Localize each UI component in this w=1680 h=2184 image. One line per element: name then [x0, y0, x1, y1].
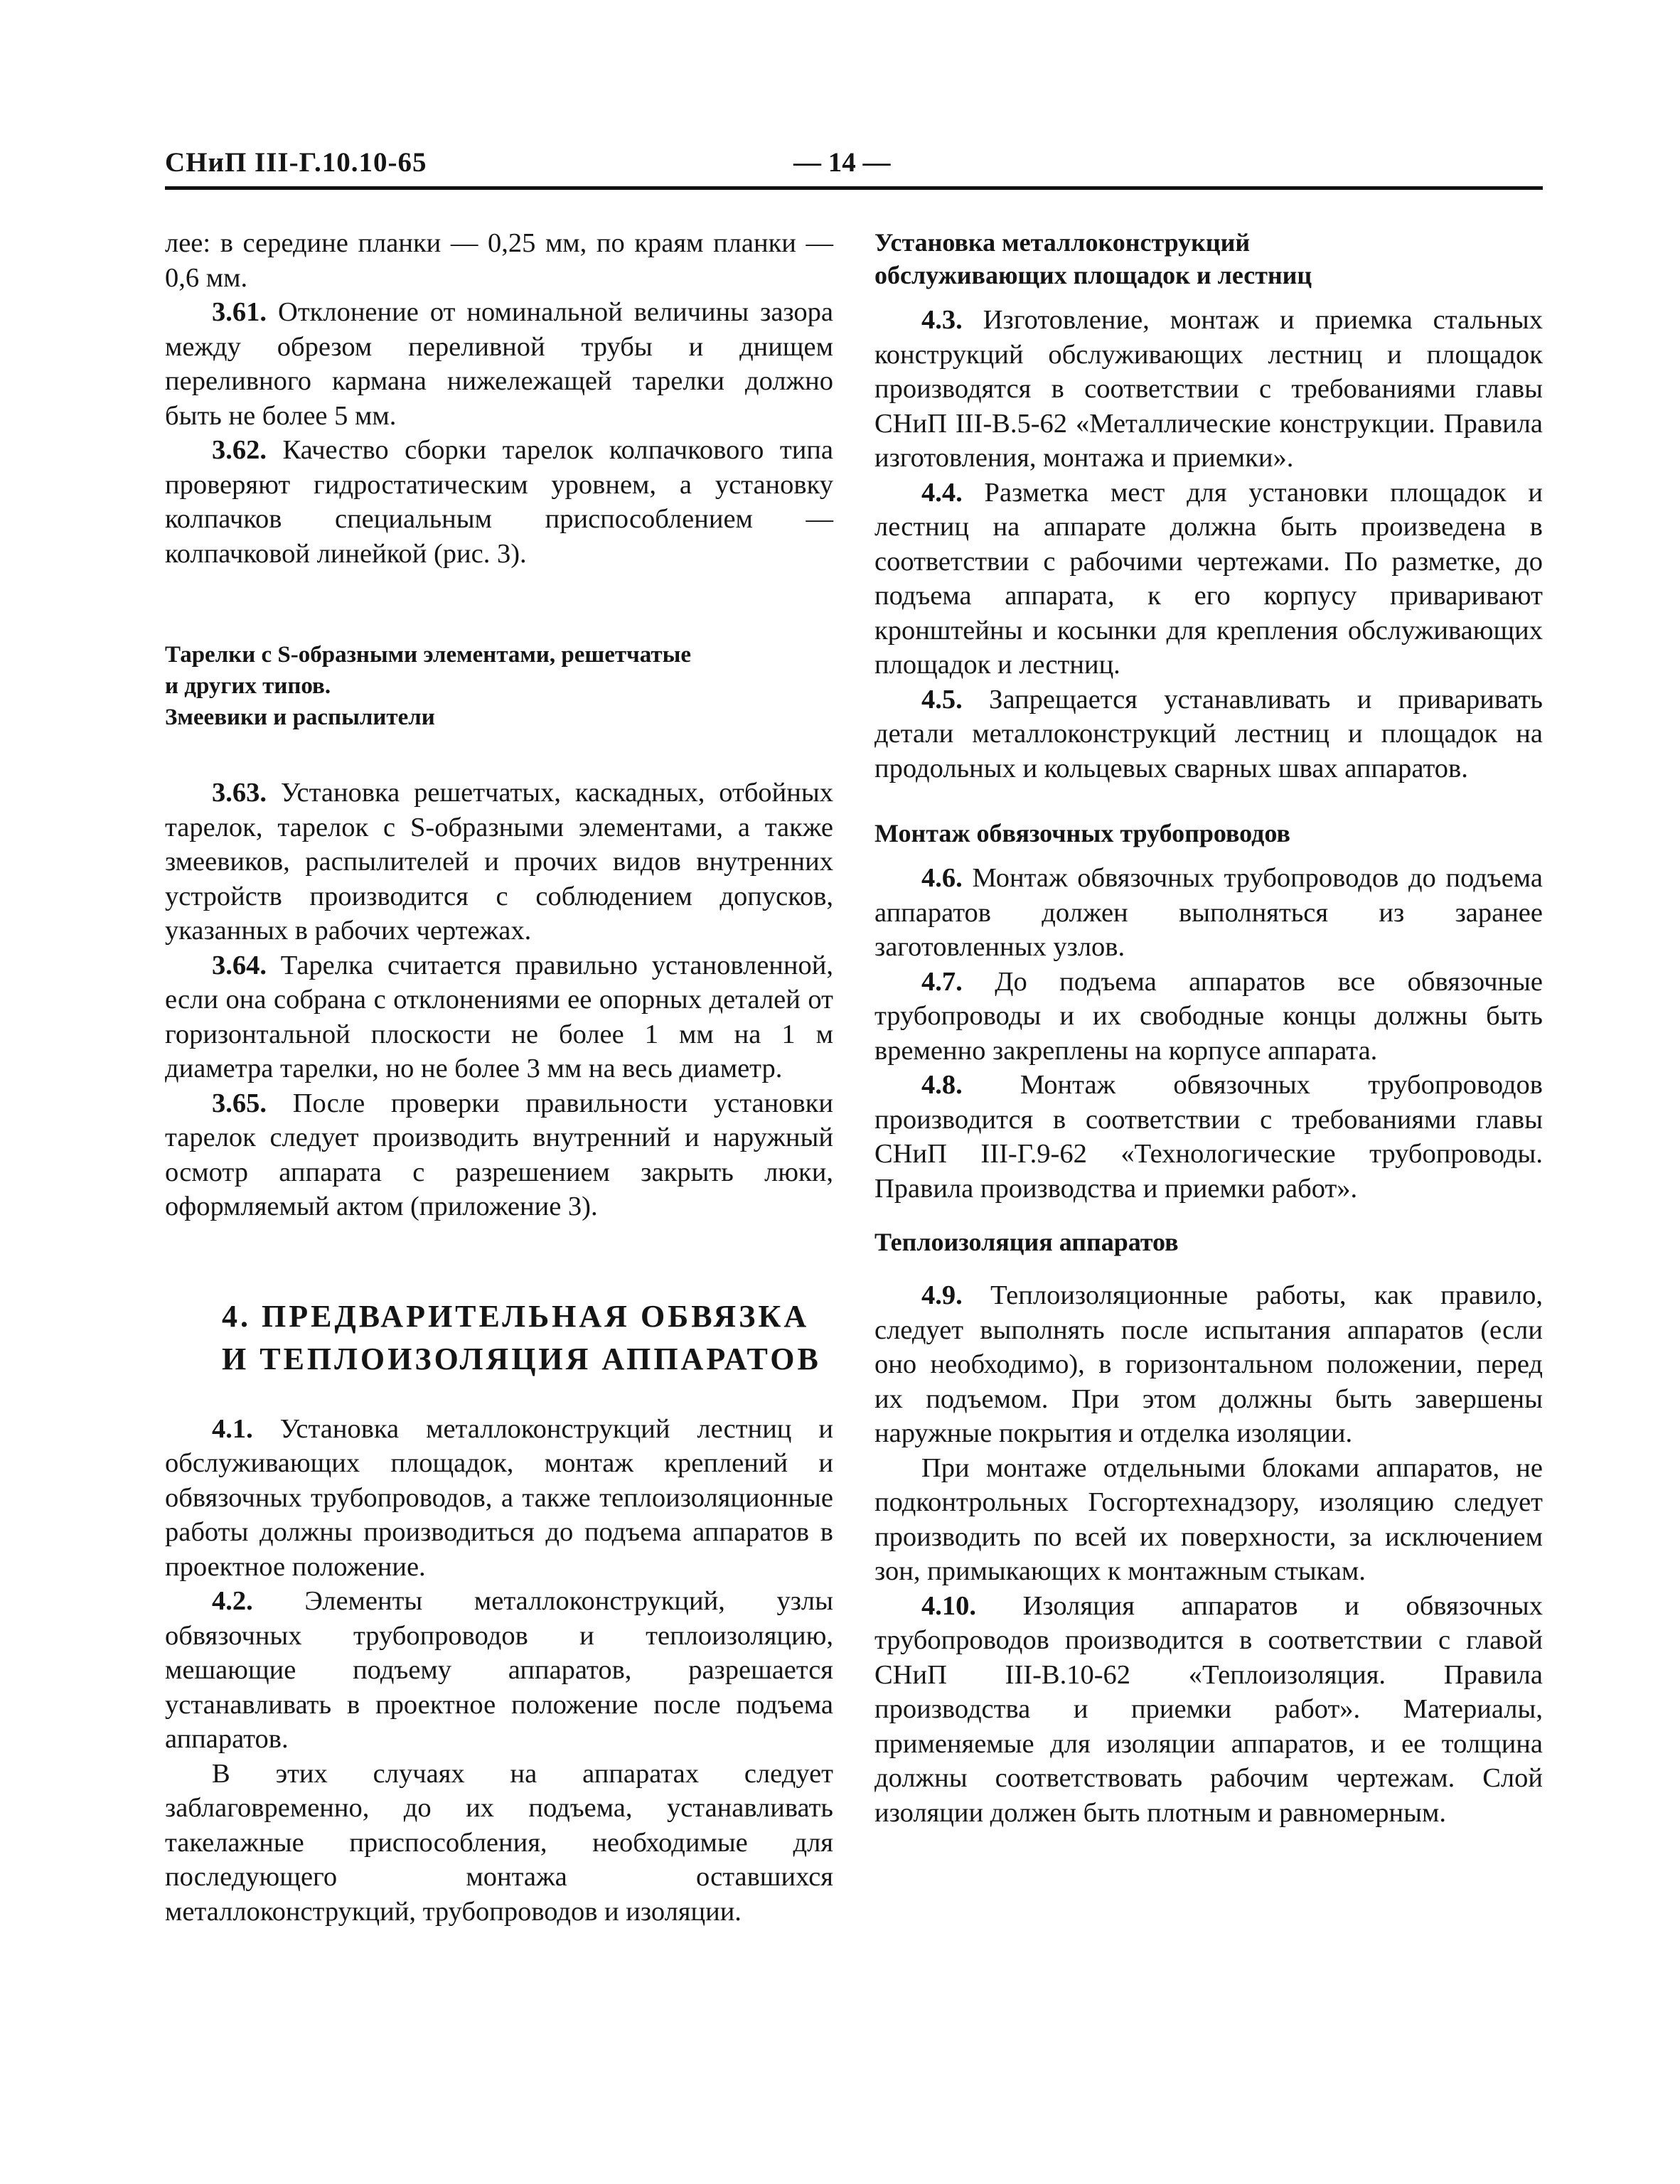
clause-number: 4.9.	[921, 1280, 963, 1310]
clause-text: Качество сборки тарелок колпачкового типа проверяют гидростатическим уровнем, а установку колпачков специальным приспособлением — колпачковой линейкой (рис. 3).	[165, 435, 833, 569]
clause-4-5	[874, 682, 1543, 786]
clause-text: Изоляция аппаратов и обвязочных трубопроводов производится в соответствии с главой СНиП III-В.10-62 «Теплоизоляция. Правила производства и приемки работ». Материалы, применяемые для изоляции аппаратов, и ее толщина должны соответствовать рабочим чертежам. Слой изоляции должен быть плотным и равномерным.	[874, 1590, 1543, 1828]
clause-3-65	[165, 1086, 833, 1224]
clause-number: 4.4.	[921, 477, 963, 508]
subheading-line-1: Установка металлоконструкций	[874, 228, 1251, 257]
clause-text: Запрещается устанавливать и приваривать детали металлоконструкций лестниц и площадок на продольных и кольцевых сварных швах аппаратов.	[874, 684, 1543, 783]
clause-text: Монтаж обвязочных трубопроводов до подъема аппаратов должен выполняться из заранее заготовленных узлов.	[874, 863, 1543, 962]
clause-3-61	[165, 295, 833, 433]
right-column	[874, 226, 1543, 1830]
clause-4-4	[874, 476, 1543, 682]
clause-number: 4.3.	[921, 305, 963, 335]
clause-number: 4.2.	[212, 1586, 253, 1616]
left-column	[165, 226, 833, 1929]
clause-text: Теплоизоляционные работы, как правило, следует выполнять после испытания аппаратов (если оно необходимо), в горизонтальном положении, перед их подъемом. При этом должны быть завершены наружные покрытия и отделка изоляции.	[874, 1280, 1543, 1448]
clause-number: 4.10.	[921, 1590, 976, 1621]
clause-3-63	[165, 776, 833, 948]
clause-number: 4.7.	[921, 966, 963, 997]
clause-number: 4.1.	[212, 1413, 253, 1444]
subheading-line-3: Змеевики и распылители	[165, 705, 435, 730]
clause-3-62	[165, 433, 833, 571]
clause-text: Разметка мест для установки площадок и лестниц на аппарате должна быть произведена в соответствии с рабочими чертежами. По разметке, до подъема аппарата, к его корпусу приваривают кронштейны и косынки для крепления обслуживающих площадок и лестниц.	[874, 477, 1543, 680]
subheading-line-1: Тарелки с S-образными элементами, решетчатые	[165, 642, 692, 668]
clause-4-6	[874, 861, 1543, 965]
clause-4-2	[165, 1584, 833, 1757]
clause-number: 3.62.	[212, 435, 267, 465]
clause-text: Установка решетчатых, каскадных, отбойных тарелок, тарелок с S-образными элементами, а также змеевиков, распылителей и прочих видов внутренних устройств производится с соблюдением допусков, указанных в рабочих чертежах.	[165, 778, 833, 946]
clause-number: 4.5.	[921, 684, 963, 714]
paragraph: В этих случаях на аппаратах следует заблаговременно, до их подъема, устанавливать такелажные приспособления, необходимые для последующего монтажа оставшихся металлоконструкций, трубопроводов и изоляции.	[165, 1758, 833, 1927]
subheading: Монтаж обвязочных трубопроводов	[874, 819, 1290, 847]
header-divider	[165, 186, 1543, 190]
section-title-line-2: И ТЕПЛОИЗОЛЯЦИЯ АППАРАТОВ	[222, 1341, 821, 1376]
clause-text: Изготовление, монтаж и приемка стальных конструкций обслуживающих лестниц и площадок производятся в соответствии с требованиями главы СНиП III-В.5-62 «Металлические конструкции. Правила изготовления, монтажа и приемки».	[874, 305, 1543, 473]
clause-4-1	[165, 1412, 833, 1585]
page-header	[165, 146, 1543, 189]
clause-number: 3.63.	[212, 778, 267, 808]
clause-4-3	[874, 303, 1543, 476]
page-number: — 14 —	[793, 147, 891, 178]
subheading: Теплоизоляция аппаратов	[874, 1228, 1179, 1256]
clause-number: 3.65.	[212, 1088, 267, 1118]
clause-4-10	[874, 1589, 1543, 1831]
clause-number: 4.6.	[921, 863, 963, 893]
clause-text: После проверки правильности установки тарелок следует производить внутренний и наружный осмотр аппарата с разрешением закрыть люки, оформляемый актом (приложение 3).	[165, 1088, 833, 1221]
clause-number: 4.8.	[921, 1070, 963, 1100]
clause-number: 3.64.	[212, 950, 267, 980]
clause-4-7	[874, 965, 1543, 1069]
clause-text: Монтаж обвязочных трубопроводов производится в соответствии с требованиями главы СНиП III-Г.9-62 «Технологические трубопроводы. Правила производства и приемки работ».	[874, 1070, 1543, 1204]
clause-text: Элементы металлоконструкций, узлы обвязочных трубопроводов и теплоизоляцию, мешающие подъему аппаратов, разрешается устанавливать в проектное положение после подъема аппаратов.	[165, 1586, 833, 1754]
subheading-line-2: обслуживающих площадок и лестниц	[874, 261, 1312, 289]
clause-text: Тарелка считается правильно установленной, если она собрана с отклонениями ее опорных деталей от горизонтальной плоскости не более 1 мм на 1 м диаметра тарелки, но не более 3 мм на весь диаметр.	[165, 950, 833, 1083]
document-code: СНиП III-Г.10.10-65	[165, 147, 427, 178]
clause-text: Отклонение от номинальной величины зазора между обрезом переливной трубы и днищем переливного кармана нижележащей тарелки должно быть не более 5 мм.	[165, 297, 833, 431]
section-title-line-1: 4. ПРЕДВАРИТЕЛЬНАЯ ОБВЯЗКА	[222, 1298, 810, 1334]
clause-4-8	[874, 1068, 1543, 1206]
clause-3-64	[165, 948, 833, 1086]
clause-text: Установка металлоконструкций лестниц и обслуживающих площадок, монтаж креплений и обвязочных трубопроводов, а также теплоизоляционные работы должны производиться до подъема аппаратов в проектное положение.	[165, 1413, 833, 1582]
subheading-line-2: и других типов.	[165, 673, 331, 699]
paragraph: При монтаже отдельными блоками аппаратов, не подконтрольных Госгортехнадзору, изоляцию следует производить по всей их поверхности, за исключением зон, примыкающих к монтажным стыкам.	[874, 1452, 1543, 1586]
clause-4-9	[874, 1278, 1543, 1451]
paragraph-continuation: лее: в середине планки — 0,25 мм, по краям планки — 0,6 мм.	[165, 228, 833, 293]
clause-text: До подъема аппаратов все обвязочные трубопроводы и их свободные концы должны быть временно закреплены на корпусе аппарата.	[874, 966, 1543, 1066]
clause-number: 3.61.	[212, 297, 267, 327]
